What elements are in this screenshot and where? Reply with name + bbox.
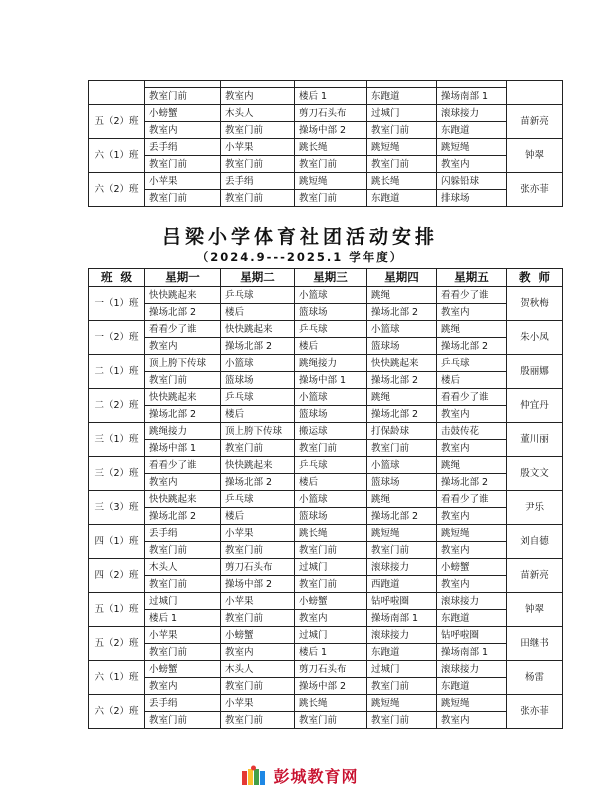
activity-cell: 看看少了谁 — [437, 491, 507, 508]
activity-cell — [367, 81, 437, 88]
table-row — [89, 81, 563, 88]
class-name-cell: 四（1）班 — [89, 525, 145, 559]
location-cell: 东跑道 — [437, 122, 507, 139]
activity-cell: 跳长绳 — [295, 139, 367, 156]
location-cell: 教室门前 — [145, 190, 221, 207]
activity-cell: 小苹果 — [221, 593, 295, 610]
activity-cell: 跳短绳 — [367, 525, 437, 542]
activity-cell: 过城门 — [145, 593, 221, 610]
teacher-cell: 钟翠 — [507, 139, 563, 173]
table-row-location — [89, 610, 563, 627]
table-row-location — [89, 576, 563, 593]
location-cell: 东跑道 — [367, 644, 437, 661]
activity-cell: 乒乓球 — [221, 389, 295, 406]
location-cell: 教室门前 — [221, 712, 295, 729]
location-cell: 教室内 — [145, 338, 221, 355]
activity-cell: 丢手绢 — [221, 173, 295, 190]
table-row — [89, 423, 563, 440]
activity-cell — [437, 81, 507, 88]
location-cell: 操场北部 2 — [437, 474, 507, 491]
activity-cell: 丢手绢 — [145, 695, 221, 712]
location-cell: 教室门前 — [295, 542, 367, 559]
activity-cell: 乒乓球 — [295, 321, 367, 338]
site-logo — [0, 764, 600, 787]
location-cell: 操场中部 1 — [295, 372, 367, 389]
activity-cell: 跳短绳 — [367, 695, 437, 712]
location-cell: 教室门前 — [145, 712, 221, 729]
activity-cell: 乒乓球 — [221, 287, 295, 304]
location-cell: 教室内 — [437, 304, 507, 321]
location-cell: 操场中部 2 — [295, 122, 367, 139]
location-cell: 操场南部 1 — [437, 644, 507, 661]
location-cell: 操场北部 2 — [221, 338, 295, 355]
column-header: 星期四 — [367, 269, 437, 287]
activity-cell: 看看少了谁 — [145, 321, 221, 338]
location-cell: 排球场 — [437, 190, 507, 207]
location-cell: 教室门前 — [367, 678, 437, 695]
table-row — [89, 559, 563, 576]
activity-cell: 剪刀石头布 — [295, 661, 367, 678]
location-cell: 操场北部 2 — [145, 406, 221, 423]
class-name-cell: 一（2）班 — [89, 321, 145, 355]
activity-cell: 快快跳起来 — [367, 355, 437, 372]
activity-cell: 木头人 — [145, 559, 221, 576]
activity-cell: 跳长绳 — [295, 525, 367, 542]
table-row — [89, 355, 563, 372]
activity-cell: 剪刀石头布 — [221, 559, 295, 576]
activity-cell: 过城门 — [295, 627, 367, 644]
location-cell: 教室门前 — [221, 122, 295, 139]
location-cell: 篮球场 — [367, 338, 437, 355]
activity-cell: 顶上胯下传球 — [221, 423, 295, 440]
activity-cell: 跳绳 — [367, 491, 437, 508]
location-cell: 教室内 — [221, 644, 295, 661]
location-cell: 教室门前 — [221, 156, 295, 173]
activity-cell: 快快跳起来 — [145, 287, 221, 304]
column-header: 教 师 — [507, 269, 563, 287]
activity-cell: 跳长绳 — [295, 695, 367, 712]
activity-cell: 过城门 — [367, 105, 437, 122]
activity-cell: 木头人 — [221, 105, 295, 122]
page-subtitle: （2024.9---2025.1 学年度） — [196, 250, 404, 264]
class-name-cell: 六（1）班 — [89, 139, 145, 173]
location-cell: 教室门前 — [145, 542, 221, 559]
table-row — [89, 593, 563, 610]
location-cell: 教室门前 — [145, 576, 221, 593]
table-row — [89, 105, 563, 122]
teacher-cell: 殷丽娜 — [507, 355, 563, 389]
activity-cell: 小螃蟹 — [437, 559, 507, 576]
activity-cell: 滚球接力 — [437, 661, 507, 678]
activity-cell: 跳短绳 — [437, 525, 507, 542]
book-logo-icon — [241, 765, 267, 787]
activity-cell: 打保龄球 — [367, 423, 437, 440]
activity-cell: 小螃蟹 — [145, 661, 221, 678]
location-cell: 楼后 1 — [295, 644, 367, 661]
location-cell: 东跑道 — [437, 610, 507, 627]
teacher-cell — [507, 81, 563, 105]
activity-cell: 跳绳接力 — [145, 423, 221, 440]
column-header: 班 级 — [89, 269, 145, 287]
activity-cell — [221, 81, 295, 88]
activity-cell: 乒乓球 — [437, 355, 507, 372]
location-cell: 西跑道 — [367, 576, 437, 593]
location-cell: 教室内 — [145, 678, 221, 695]
table-row-location — [89, 338, 563, 355]
location-cell: 篮球场 — [367, 474, 437, 491]
location-cell: 操场北部 2 — [437, 338, 507, 355]
activity-cell: 丢手绢 — [145, 525, 221, 542]
teacher-cell: 钟翠 — [507, 593, 563, 627]
activity-cell: 看看少了谁 — [437, 287, 507, 304]
table-row — [89, 389, 563, 406]
activity-cell: 小篮球 — [295, 287, 367, 304]
activity-cell: 小篮球 — [367, 321, 437, 338]
activity-cell: 小篮球 — [221, 355, 295, 372]
table-row-location — [89, 678, 563, 695]
class-name-cell: 三（1）班 — [89, 423, 145, 457]
location-cell: 操场南部 1 — [367, 610, 437, 627]
activity-cell: 丢手绢 — [145, 139, 221, 156]
location-cell: 教室门前 — [367, 122, 437, 139]
location-cell: 教室内 — [221, 88, 295, 105]
activity-cell: 跳短绳 — [295, 173, 367, 190]
location-cell: 操场中部 2 — [295, 678, 367, 695]
table-row-location — [89, 406, 563, 423]
teacher-cell: 董川丽 — [507, 423, 563, 457]
location-cell: 教室内 — [437, 712, 507, 729]
location-cell: 教室门前 — [145, 644, 221, 661]
column-header: 星期三 — [295, 269, 367, 287]
location-cell: 教室门前 — [145, 156, 221, 173]
activity-cell: 滚球接力 — [367, 627, 437, 644]
location-cell: 操场北部 2 — [367, 304, 437, 321]
table-row-location — [89, 508, 563, 525]
activity-cell: 小篮球 — [367, 457, 437, 474]
location-cell: 教室内 — [437, 406, 507, 423]
table-row-location — [89, 474, 563, 491]
class-name-cell: 三（2）班 — [89, 457, 145, 491]
location-cell: 篮球场 — [295, 304, 367, 321]
activity-cell: 钻呼啦圈 — [437, 627, 507, 644]
location-cell: 教室内 — [145, 122, 221, 139]
location-cell: 篮球场 — [295, 406, 367, 423]
class-name-cell: 五（2）班 — [89, 105, 145, 139]
teacher-cell: 仲宜丹 — [507, 389, 563, 423]
activity-cell: 快快跳起来 — [221, 321, 295, 338]
activity-cell: 小螃蟹 — [145, 105, 221, 122]
table-row-location — [89, 122, 563, 139]
teacher-cell: 田继书 — [507, 627, 563, 661]
location-cell: 操场北部 2 — [145, 508, 221, 525]
location-cell: 教室内 — [437, 156, 507, 173]
class-name-cell: 二（1）班 — [89, 355, 145, 389]
activity-cell: 搬运球 — [295, 423, 367, 440]
teacher-cell: 苗新亮 — [507, 105, 563, 139]
activity-cell: 小苹果 — [145, 627, 221, 644]
activity-cell: 小苹果 — [221, 525, 295, 542]
location-cell: 操场南部 1 — [437, 88, 507, 105]
table-row-location — [89, 88, 563, 105]
location-cell: 东跑道 — [367, 190, 437, 207]
location-cell: 教室门前 — [221, 610, 295, 627]
location-cell: 教室内 — [437, 542, 507, 559]
table-row — [89, 457, 563, 474]
teacher-cell: 杨雷 — [507, 661, 563, 695]
teacher-cell: 刘自德 — [507, 525, 563, 559]
activity-cell: 小螃蟹 — [221, 627, 295, 644]
site-logo-text: 彭城教育网 — [273, 767, 359, 786]
activity-cell: 过城门 — [367, 661, 437, 678]
activity-cell: 跳绳 — [437, 457, 507, 474]
table-row — [89, 525, 563, 542]
activity-cell: 快快跳起来 — [145, 491, 221, 508]
location-cell: 楼后 — [295, 474, 367, 491]
location-cell: 楼后 — [437, 372, 507, 389]
table-row-location — [89, 156, 563, 173]
activity-cell: 跳绳接力 — [295, 355, 367, 372]
column-header: 星期五 — [437, 269, 507, 287]
activity-cell: 快快跳起来 — [221, 457, 295, 474]
activity-cell: 击鼓传花 — [437, 423, 507, 440]
location-cell: 楼后 1 — [145, 610, 221, 627]
table-row — [89, 491, 563, 508]
location-cell: 东跑道 — [367, 88, 437, 105]
location-cell: 操场中部 1 — [145, 440, 221, 457]
activity-cell: 快快跳起来 — [145, 389, 221, 406]
location-cell: 楼后 — [221, 508, 295, 525]
teacher-cell: 张亦菲 — [507, 695, 563, 729]
location-cell: 教室内 — [437, 576, 507, 593]
activity-cell: 剪刀石头布 — [295, 105, 367, 122]
table-row-location — [89, 644, 563, 661]
activity-cell: 小篮球 — [295, 389, 367, 406]
top-schedule-table-continued — [88, 80, 563, 207]
class-name-cell — [89, 81, 145, 105]
activity-cell: 看看少了谁 — [145, 457, 221, 474]
table-row — [89, 695, 563, 712]
location-cell: 操场北部 2 — [367, 372, 437, 389]
location-cell: 教室门前 — [367, 712, 437, 729]
class-name-cell: 六（1）班 — [89, 661, 145, 695]
location-cell: 操场中部 2 — [221, 576, 295, 593]
table-row — [89, 139, 563, 156]
location-cell: 教室门前 — [367, 440, 437, 457]
activity-cell: 小螃蟹 — [295, 593, 367, 610]
table-row — [89, 627, 563, 644]
schedule-table — [88, 268, 563, 729]
location-cell: 操场北部 2 — [145, 304, 221, 321]
location-cell: 教室门前 — [295, 190, 367, 207]
activity-cell: 跳绳 — [437, 321, 507, 338]
location-cell: 楼后 1 — [295, 88, 367, 105]
activity-cell: 滚球接力 — [367, 559, 437, 576]
class-name-cell: 六（2）班 — [89, 173, 145, 207]
location-cell: 教室门前 — [367, 156, 437, 173]
location-cell: 东跑道 — [437, 678, 507, 695]
activity-cell: 过城门 — [295, 559, 367, 576]
location-cell: 操场北部 2 — [367, 406, 437, 423]
location-cell: 篮球场 — [295, 508, 367, 525]
activity-cell: 小苹果 — [221, 695, 295, 712]
activity-cell: 滚球接力 — [437, 105, 507, 122]
activity-cell: 小篮球 — [295, 491, 367, 508]
activity-cell: 闪躲铅球 — [437, 173, 507, 190]
teacher-cell: 朱小凤 — [507, 321, 563, 355]
teacher-cell: 贺秋梅 — [507, 287, 563, 321]
activity-cell: 木头人 — [221, 661, 295, 678]
table-row — [89, 173, 563, 190]
class-name-cell: 五（1）班 — [89, 593, 145, 627]
location-cell: 教室门前 — [145, 88, 221, 105]
table-row-location — [89, 372, 563, 389]
location-cell: 教室门前 — [221, 440, 295, 457]
teacher-cell: 殷文文 — [507, 457, 563, 491]
location-cell: 操场北部 2 — [221, 474, 295, 491]
teacher-cell: 苗新亮 — [507, 559, 563, 593]
location-cell: 教室内 — [295, 610, 367, 627]
class-name-cell: 一（1）班 — [89, 287, 145, 321]
page-title: 吕梁小学体育社团活动安排 — [161, 226, 438, 248]
class-name-cell: 四（2）班 — [89, 559, 145, 593]
table-header-row — [89, 269, 563, 287]
activity-cell: 乒乓球 — [221, 491, 295, 508]
table-row-location — [89, 304, 563, 321]
activity-cell: 顶上胯下传球 — [145, 355, 221, 372]
activity-cell: 跳短绳 — [367, 139, 437, 156]
location-cell: 教室门前 — [367, 542, 437, 559]
table-row-location — [89, 190, 563, 207]
table-row-location — [89, 440, 563, 457]
teacher-cell: 尹乐 — [507, 491, 563, 525]
table-row-location — [89, 712, 563, 729]
location-cell: 楼后 — [221, 304, 295, 321]
column-header: 星期一 — [145, 269, 221, 287]
table-row — [89, 321, 563, 338]
teacher-cell: 张亦菲 — [507, 173, 563, 207]
activity-cell: 看看少了谁 — [437, 389, 507, 406]
activity-cell — [295, 81, 367, 88]
location-cell: 教室门前 — [295, 156, 367, 173]
table-row — [89, 287, 563, 304]
table-row-location — [89, 542, 563, 559]
class-name-cell: 五（2）班 — [89, 627, 145, 661]
location-cell: 操场北部 2 — [367, 508, 437, 525]
activity-cell: 跳短绳 — [437, 695, 507, 712]
activity-cell — [145, 81, 221, 88]
class-name-cell: 三（3）班 — [89, 491, 145, 525]
activity-cell: 跳绳 — [367, 389, 437, 406]
activity-cell: 乒乓球 — [295, 457, 367, 474]
activity-cell: 跳短绳 — [437, 139, 507, 156]
location-cell: 篮球场 — [221, 372, 295, 389]
activity-cell: 钻呼啦圈 — [367, 593, 437, 610]
activity-cell: 小苹果 — [221, 139, 295, 156]
column-header: 星期二 — [221, 269, 295, 287]
activity-cell: 跳绳 — [367, 287, 437, 304]
location-cell: 教室内 — [145, 474, 221, 491]
location-cell: 教室内 — [437, 440, 507, 457]
location-cell: 教室门前 — [221, 190, 295, 207]
location-cell: 教室门前 — [221, 678, 295, 695]
location-cell: 教室门前 — [221, 542, 295, 559]
location-cell: 教室门前 — [145, 372, 221, 389]
class-name-cell: 六（2）班 — [89, 695, 145, 729]
location-cell: 教室门前 — [295, 440, 367, 457]
location-cell: 教室内 — [437, 508, 507, 525]
activity-cell: 滚球接力 — [437, 593, 507, 610]
location-cell: 教室门前 — [295, 712, 367, 729]
activity-cell: 小苹果 — [145, 173, 221, 190]
class-name-cell: 二（2）班 — [89, 389, 145, 423]
location-cell: 楼后 — [295, 338, 367, 355]
location-cell: 教室门前 — [295, 576, 367, 593]
table-row — [89, 661, 563, 678]
activity-cell: 跳长绳 — [367, 173, 437, 190]
location-cell: 楼后 — [221, 406, 295, 423]
